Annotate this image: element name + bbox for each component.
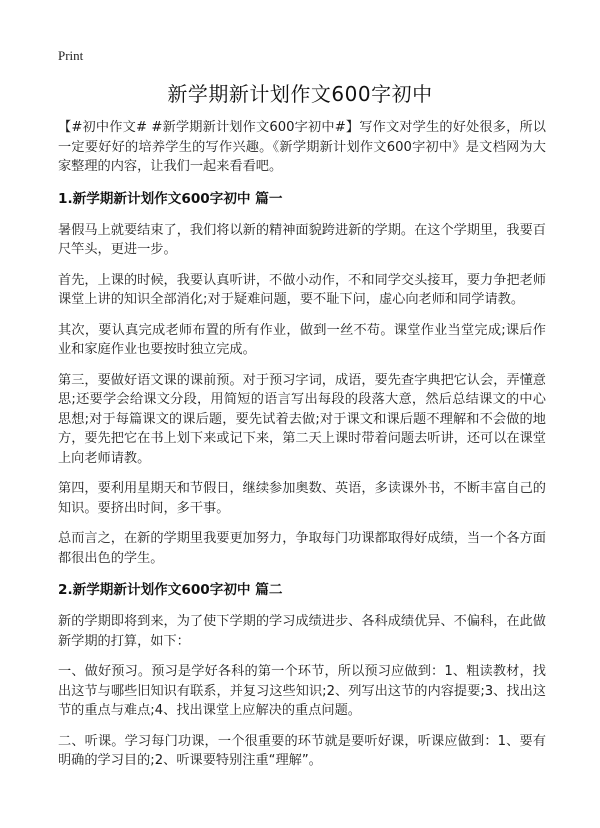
paragraph: 首先，上课的时候，我要认真听讲，不做小动作，不和同学交头接耳，要力争把老师课堂上讲的知识全部消化;对于疑难问题，要不耻下问，虚心向老师和同学请教。 bbox=[58, 272, 546, 307]
intro-paragraph: 【#初中作文# #新学期新计划作文600字初中#】写作文对学生的好处很多，所以一定要好好的培养学生的写作兴趣。《新学期新计划作文600字初中》是文档网为大家整理的内容，让我们一起来看看吧。 bbox=[58, 120, 546, 174]
paragraph: 其次，要认真完成老师布置的所有作业，做到一丝不苟。课堂作业当堂完成;课后作业和家庭作业也要按时独立完成。 bbox=[58, 322, 546, 357]
paragraph: 第四，要利用星期天和节假日，继续参加奥数、英语，多读课外书，不断丰富自己的知识。要挤出时间，多干事。 bbox=[58, 481, 546, 516]
paragraph: 暑假马上就要结束了，我们将以新的精神面貌跨进新的学期。在这个学期里，我要百尺竿头，更进一步。 bbox=[58, 222, 546, 257]
paragraph: 第三，要做好语文课的课前预。对于预习字词，成语，要先查字典把它认会，弄懂意思;还要学会给课文分段，用简短的语言写出每段的段落大意，然后总结课文的中心思想;对于每篇课文的课后题，要先试着去做;对于课文和课后题不理解和不会做的地方，要先把它在书上划下来或记下来，第二天上课时带着问题去听讲，还可以在课堂上向老师请教。 bbox=[58, 372, 546, 466]
paragraph: 新的学期即将到来，为了使下学期的学习成绩进步、各科成绩优异、不偏科，在此做新学期的打算，如下： bbox=[58, 614, 546, 649]
article-body bbox=[58, 118, 546, 782]
section-heading-2: 2.新学期新计划作文600字初中 篇二 bbox=[58, 582, 283, 598]
paragraph: 二、听课。学习每门功课，一个很重要的环节就是要听好课，听课应做到：1、要有明确的学习目的;2、听课要特别注重“理解”。 bbox=[58, 733, 546, 768]
section-heading-1: 1.新学期新计划作文600字初中 篇一 bbox=[58, 190, 283, 207]
print-label: Print bbox=[58, 48, 84, 63]
paragraph: 一、做好预习。预习是学好各科的第一个环节，所以预习应做到：1、粗读教材，找出这节与哪些旧知识有联系，并复习这些知识;2、列写出这节的内容提要;3、找出这节的重点与难点;4、找出课堂上应解决的重点问题。 bbox=[58, 664, 546, 718]
paragraph: 总而言之，在新的学期里我要更加努力，争取每门功课都取得好成绩，当一个各方面都很出色的学生。 bbox=[58, 531, 546, 566]
page-title: 新学期新计划作文600字初中 bbox=[167, 82, 433, 106]
